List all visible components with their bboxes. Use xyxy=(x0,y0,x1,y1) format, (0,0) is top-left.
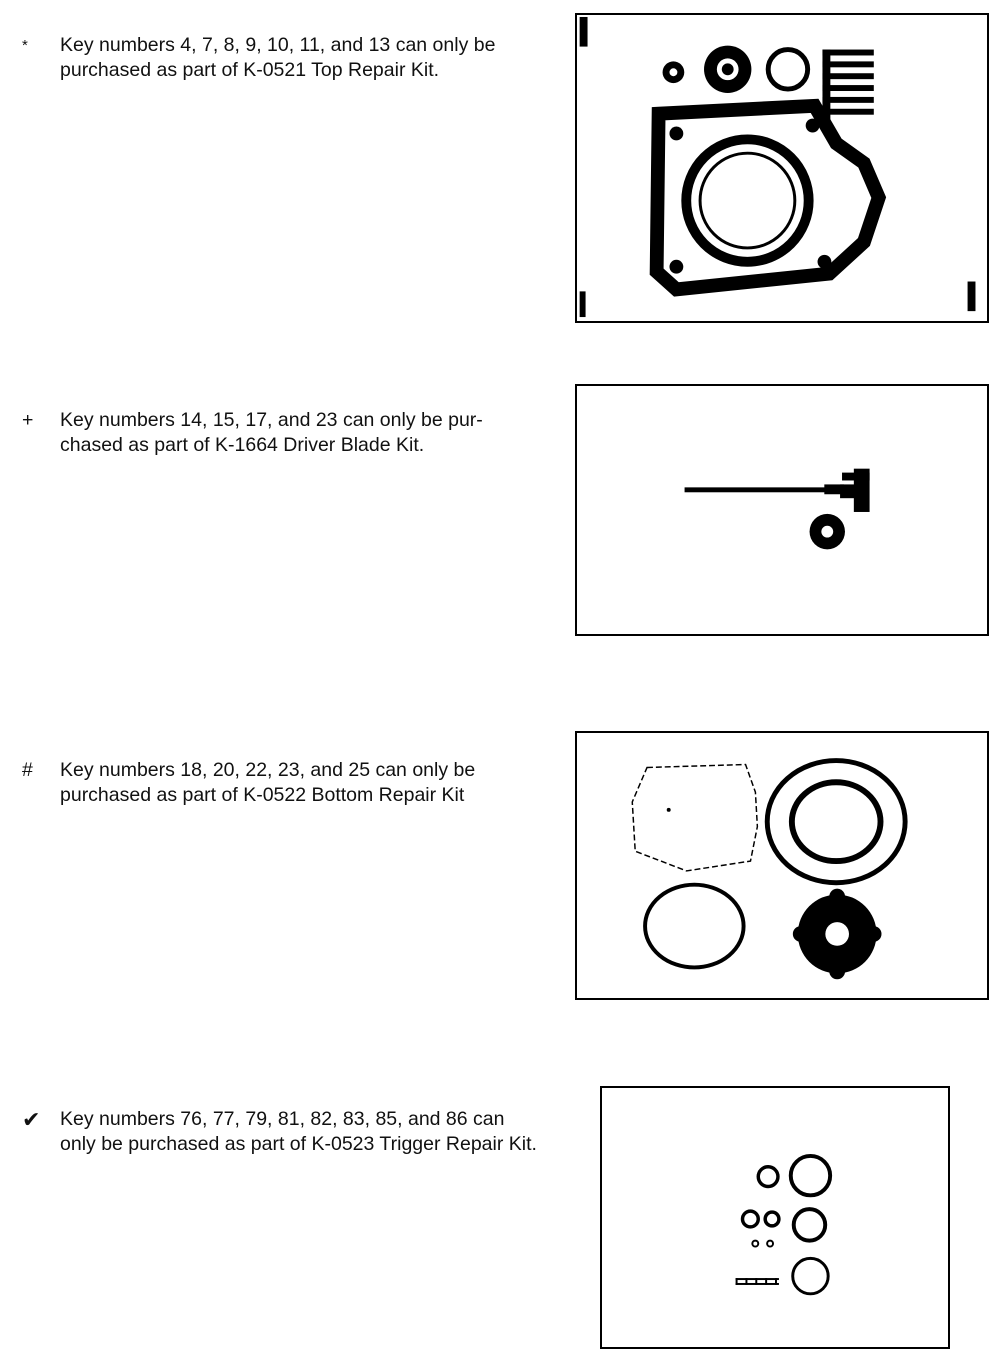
driver-blade-kit-parts-icon xyxy=(577,386,987,634)
bottom-repair-kit-parts-icon xyxy=(577,733,987,998)
note-symbol-hash: # xyxy=(22,759,33,781)
trigger-repair-kit-parts-icon xyxy=(602,1088,948,1347)
kit-note-driver-blade xyxy=(22,408,542,458)
kit-note-top-repair xyxy=(22,33,542,83)
note-symbol-check: ✔ xyxy=(22,1107,41,1132)
top-repair-kit-image xyxy=(575,13,989,323)
top-repair-kit-parts-icon xyxy=(577,15,987,321)
trigger-repair-kit-image xyxy=(600,1086,950,1349)
bottom-repair-kit-image xyxy=(575,731,989,1000)
note-text: Key numbers 14, 15, 17, and 23 can only be pur-chased as part of K-1664 Driver Blade Kit. xyxy=(60,409,483,456)
kit-note-trigger-repair xyxy=(22,1107,542,1157)
kit-note-bottom-repair xyxy=(22,758,542,808)
note-symbol-plus: + xyxy=(22,409,34,431)
note-text: Key numbers 76, 77, 79, 81, 82, 83, 85, and 86 can only be purchased as part of K-0523 Trigger Repair Kit. xyxy=(60,1108,537,1155)
note-symbol-asterisk: * xyxy=(22,37,28,54)
note-text: Key numbers 18, 20, 22, 23, and 25 can only be purchased as part of K-0522 Bottom Repair Kit xyxy=(60,759,476,806)
driver-blade-kit-image xyxy=(575,384,989,636)
note-text: Key numbers 4, 7, 8, 9, 10, 11, and 13 can only be purchased as part of K-0521 Top Repair Kit. xyxy=(60,34,496,81)
